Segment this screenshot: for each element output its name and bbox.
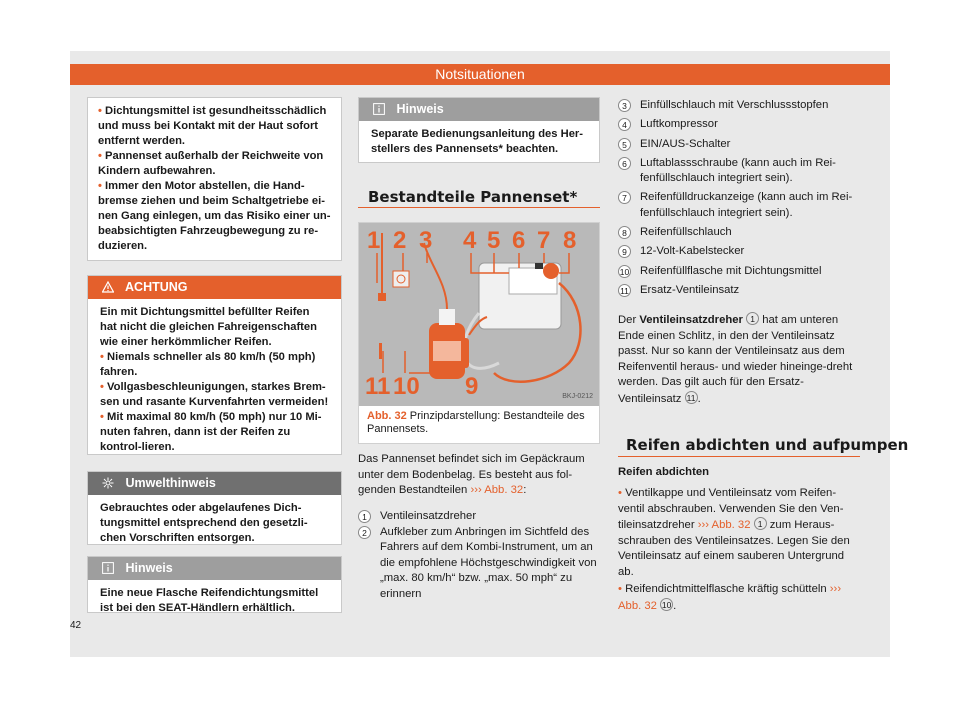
para-period: . bbox=[697, 392, 701, 405]
hinweis-title: Hinweis bbox=[125, 561, 173, 575]
components-list-continued bbox=[618, 98, 862, 298]
instruction-bullet-1: • Ventilkappe und Ventileinsatz vom Reifen-ventil abschrauben. Verwenden Sie den Ven-tileinsatzdreher ››› Abb. 32 1 zum Heraus-schrauben des Ventileinsatzes. Legen Sie den Ventileinsatz auf einem sauberen Untergrund ab. bbox=[618, 487, 850, 578]
callout-10: 10 bbox=[393, 373, 420, 400]
bullet-item: • Mit maximal 80 km/h (50 mph) nur 10 Mi-nuten fahren, dann ist der Reifen zu kontrol-lieren. bbox=[100, 411, 322, 453]
list-item bbox=[618, 225, 862, 240]
warning-triangle-icon bbox=[102, 281, 114, 293]
inline-number: 1 bbox=[746, 312, 759, 325]
instruction-bullet-2: • Reifendichtmittelflasche kräftig schütteln ››› Abb. 32 10 . bbox=[618, 583, 842, 612]
callout-2: 2 bbox=[393, 227, 407, 254]
subsection-title: Reifen abdichten bbox=[618, 466, 710, 478]
figure-code: BKJ-0212 bbox=[562, 393, 593, 400]
inline-number: 10 bbox=[661, 599, 672, 610]
list-item bbox=[618, 244, 862, 259]
item-number: 11 bbox=[618, 284, 631, 297]
bullet-item: • Immer den Motor abstellen, die Hand-bremse ziehen und beim Schaltgetriebe ei-nen Gang einlegen, um das Risiko einer un-beabsichtigten Fahrzeugbewegung zu re-duzieren. bbox=[98, 180, 331, 252]
umwelthinweis-header bbox=[88, 472, 341, 495]
list-item bbox=[618, 283, 862, 298]
item-number: 6 bbox=[618, 157, 631, 170]
callout-9: 9 bbox=[465, 373, 479, 400]
item-text: EIN/AUS-Schalter bbox=[640, 137, 731, 150]
item-number: 2 bbox=[358, 526, 371, 539]
para-bold-term: Ventileinsatzdreher bbox=[639, 314, 743, 326]
bullet-item: • Vollgasbeschleunigungen, starkes Brem-sen und rasante Kurvenfahrten vermeiden! bbox=[100, 381, 329, 408]
bullet-text: Ventilkappe und Ventileinsatz vom Reifen-ventil abschrauben. Verwenden Sie den Ven-tileinsatzdreher bbox=[618, 487, 844, 531]
callout-5: 5 bbox=[487, 227, 501, 254]
ventileinsatzdreher-paragraph bbox=[618, 312, 862, 407]
hinweis-title: Hinweis bbox=[396, 102, 444, 116]
list-item bbox=[358, 525, 602, 603]
umwelthinweis-box bbox=[87, 471, 342, 545]
bullet-item: • Niemals schneller als 80 km/h (50 mph) fahren. bbox=[100, 351, 316, 378]
bullet-text: Niemals schneller als 80 km/h (50 mph) fahren. bbox=[100, 351, 316, 378]
callout-6: 6 bbox=[512, 227, 526, 254]
bullet-text: Mit maximal 80 km/h (50 mph) nur 10 Mi-nuten fahren, dann ist der Reifen zu kontrol-lieren. bbox=[100, 411, 322, 453]
item-text: Ersatz-Ventileinsatz bbox=[640, 283, 740, 296]
inline-number: 11 bbox=[685, 391, 698, 404]
list-item bbox=[358, 509, 602, 525]
figure-caption bbox=[359, 406, 599, 440]
page-header: Notsituationen bbox=[70, 64, 890, 85]
section-title-reifen: Reifen abdichten und aufpumpen bbox=[626, 436, 909, 454]
callout-4: 4 bbox=[463, 227, 477, 254]
umwelthinweis-text: Gebrauchtes oder abgelaufenes Dich-tungsmittel entsprechend den gesetzli-chen Vorschriften entsorgen. bbox=[100, 502, 308, 544]
inline-number: 1 bbox=[754, 517, 767, 530]
item-text: Einfüllschlauch mit Verschlussstopfen bbox=[640, 99, 829, 111]
components-list-start bbox=[358, 509, 602, 602]
achtung-header bbox=[88, 276, 341, 299]
achtung-title: ACHTUNG bbox=[125, 280, 188, 294]
bullet-item: • Dichtungsmittel ist gesundheitsschädlich und muss bei Kontakt mit der Haut sofort entfernt werden. bbox=[98, 105, 327, 147]
item-text: Aufkleber zum Anbringen im Sichtfeld des Fahrers auf dem Kombi-Instrument, um an die empfohlene Höchstgeschwindigkeit von „max. 80 km/h“ bzw. „max. 50 mph“ zu erinnern bbox=[380, 525, 597, 600]
item-text: Reifenfüllflasche mit Dichtungsmittel bbox=[640, 264, 822, 277]
item-text: 12-Volt-Kabelstecker bbox=[640, 245, 745, 258]
leaf-icon bbox=[102, 477, 114, 489]
callout-7: 7 bbox=[537, 227, 551, 254]
item-number: 8 bbox=[618, 226, 631, 239]
callout-11: 11 bbox=[365, 373, 391, 400]
item-text: Ventileinsatzdreher bbox=[380, 510, 477, 522]
bullet-text: zum Heraus-schrauben des Ventileinsatzes. Legen Sie den Ventileinsatz auf einem sauberen Untergrund ab. bbox=[618, 519, 850, 578]
item-number: 9 bbox=[618, 245, 631, 258]
item-number: 7 bbox=[618, 191, 631, 204]
achtung-intro: Ein mit Dichtungsmittel befüllter Reifen hat nicht die gleichen Fahreigenschaften wie einer herkömmlicher Reifen. bbox=[100, 306, 317, 348]
section-rule bbox=[358, 207, 600, 208]
item-number: 10 bbox=[619, 266, 630, 277]
callout-1: 1 bbox=[367, 227, 381, 254]
list-item bbox=[618, 190, 862, 221]
page-number: 42 bbox=[70, 620, 82, 631]
para-text: hat am unteren Ende einen Schlitz, in den der Ventileinsatz passt. Nur so kann der Ventileinsatz aus dem Reifenventil heraus- und wieder hineinge-dreht werden. Das gilt auch für den Ersatz-Ventileinsatz bbox=[618, 314, 853, 405]
item-text: Luftablassschraube (kann auch im Rei-fenfüllschlauch integriert sein). bbox=[640, 156, 836, 185]
bullet-text: Vollgasbeschleunigungen, starkes Brem-sen und rasante Kurvenfahrten vermeiden! bbox=[100, 381, 329, 408]
intro-text: Das Pannenset befindet sich im Gepäckraum unter dem Bodenbelag. Es besteht aus fol-genden Bestandteilen bbox=[358, 453, 585, 496]
item-number: 1 bbox=[358, 510, 371, 523]
item-text: Reifenfüllschlauch bbox=[640, 226, 732, 239]
bullet-text: Immer den Motor abstellen, die Hand-bremse ziehen und beim Schaltgetriebe ei-nen Gang einlegen, um das Risiko einer un-beabsichtigten Fahrzeugbewegung zu re-duzieren. bbox=[98, 180, 331, 252]
bullet-text: Reifendichtmittelflasche kräftig schütteln bbox=[625, 583, 827, 595]
figure-link[interactable]: ››› Abb. 32 bbox=[697, 519, 751, 531]
para-text: Der bbox=[618, 314, 637, 326]
hinweis-box-middle bbox=[358, 97, 600, 163]
bullet-text: Pannenset außerhalb der Reichweite von Kindern aufbewahren. bbox=[98, 150, 324, 177]
hinweis-header bbox=[88, 557, 341, 580]
list-item bbox=[618, 137, 862, 152]
figure-link[interactable]: ››› Abb. 32 bbox=[618, 583, 842, 612]
list-item bbox=[618, 156, 862, 187]
list-item bbox=[618, 264, 862, 279]
item-number: 4 bbox=[618, 118, 631, 131]
intro-colon: : bbox=[523, 484, 527, 496]
callout-8: 8 bbox=[563, 227, 577, 254]
item-number: 3 bbox=[618, 99, 631, 112]
bullet-text: Dichtungsmittel ist gesundheitsschädlich und muss bei Kontakt mit der Haut sofort entfernt werden. bbox=[98, 105, 327, 147]
item-number: 5 bbox=[618, 138, 631, 151]
umwelthinweis-title: Umwelthinweis bbox=[125, 476, 216, 490]
info-icon bbox=[102, 562, 114, 574]
info-icon bbox=[373, 103, 385, 115]
bullet-item: • Pannenset außerhalb der Reichweite von Kindern aufbewahren. bbox=[98, 150, 324, 177]
callout-3: 3 bbox=[419, 227, 433, 254]
hinweis-text: Separate Bedienungsanleitung des Her-stellers des Pannensets* beachten. bbox=[371, 128, 583, 155]
list-item bbox=[618, 117, 862, 132]
hinweis-text: Eine neue Flasche Reifendichtungsmittel ist bei den SEAT-Händlern erhältlich. bbox=[100, 587, 319, 614]
caption-text: Prinzipdarstellung: Bestandteile des Pannensets. bbox=[367, 410, 585, 435]
item-text: Luftkompressor bbox=[640, 118, 718, 131]
list-item bbox=[618, 98, 862, 113]
bullet-text: . bbox=[673, 599, 677, 612]
section-rule bbox=[618, 456, 860, 457]
achtung-box bbox=[87, 275, 342, 455]
hinweis-header bbox=[359, 98, 599, 121]
intro-paragraph bbox=[358, 452, 602, 499]
achtung-body bbox=[88, 299, 341, 461]
figure-link[interactable]: ››› Abb. 32 bbox=[470, 484, 524, 496]
figure-abb-32 bbox=[358, 222, 600, 444]
caption-label: Abb. 32 bbox=[367, 410, 407, 422]
warning-continued-box bbox=[87, 97, 342, 261]
hinweis-box-left bbox=[87, 556, 342, 613]
item-text: Reifenfülldruckanzeige (kann auch im Rei-fenfüllschlauch integriert sein). bbox=[640, 191, 853, 219]
section-title-bestandteile: Bestandteile Pannenset* bbox=[368, 188, 578, 206]
